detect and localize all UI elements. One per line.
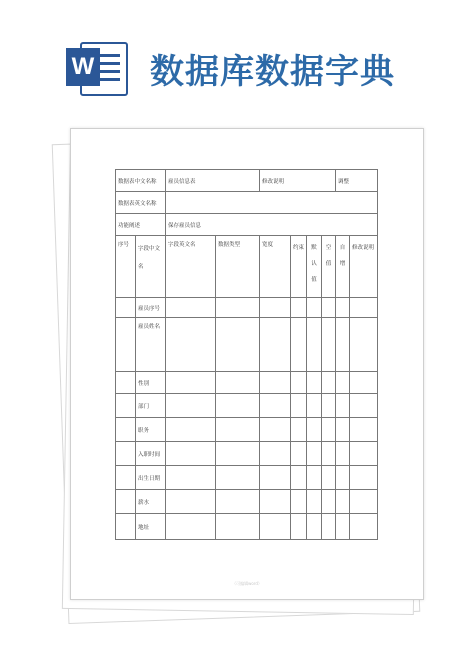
header-auto-inc: 自增: [336, 236, 350, 298]
label-modify-note: 修改说明: [260, 170, 336, 192]
header-data-type: 数据类型: [216, 236, 260, 298]
table-row: [116, 514, 378, 540]
table-row-en-name: [116, 192, 378, 214]
label-function: 功能阐述: [116, 214, 166, 236]
cell-seq: [116, 394, 136, 418]
document-page: [70, 128, 424, 600]
page-title: 数据库数据字典: [150, 52, 395, 92]
table-row: [116, 394, 378, 418]
header-default: 默认值: [307, 236, 322, 298]
cell-cn-name: 出生日期: [136, 466, 166, 490]
header-width: 宽度: [260, 236, 291, 298]
cell-cn-name: 雇员序号: [136, 298, 166, 318]
data-dictionary-table: [115, 169, 378, 540]
table-row: [116, 372, 378, 394]
cell-seq: [116, 466, 136, 490]
header-nullable: 空值: [322, 236, 336, 298]
table-row: [116, 298, 378, 318]
cell-cn-name: 薪水: [136, 490, 166, 514]
value-en-table-name: [166, 192, 378, 214]
label-cn-table-name: 数据表中文名称: [116, 170, 166, 192]
cell-cn-name: 地址: [136, 514, 166, 540]
cell-seq: [116, 298, 136, 318]
value-cn-table-name: 雇员信息表: [166, 170, 260, 192]
header-cn-name: 字段中文名: [136, 236, 166, 298]
table-row: [116, 318, 378, 372]
header-constraint: 约束: [291, 236, 307, 298]
table-row: [116, 418, 378, 442]
word-icon: [66, 40, 126, 94]
cell-cn-name: 部门: [136, 394, 166, 418]
header-banner: [0, 0, 474, 120]
cell-seq: [116, 442, 136, 466]
cell-seq: [116, 318, 136, 372]
header-seq: 序号: [116, 236, 136, 298]
cell-seq: [116, 418, 136, 442]
cell-seq: [116, 514, 136, 540]
table-header-row: [116, 236, 378, 298]
cell-cn-name: 入职时间: [136, 442, 166, 466]
cell-cn-name: 性别: [136, 372, 166, 394]
cell-seq: [116, 490, 136, 514]
header-modify-note: 修改说明: [350, 236, 378, 298]
table-row-cn-name: [116, 170, 378, 192]
label-adjust: 调整: [336, 170, 378, 192]
cell-seq: [116, 372, 136, 394]
table-row: [116, 490, 378, 514]
table-row: [116, 466, 378, 490]
cell-cn-name: 雇员姓名: [136, 318, 166, 372]
cell-cn-name: 职务: [136, 418, 166, 442]
word-letter-badge: W: [66, 48, 100, 86]
value-function: 保存雇员信息: [166, 214, 378, 236]
header-en-name: 字段英文名: [166, 236, 216, 298]
table-row-function: [116, 214, 378, 236]
page-footer-note: （可编辑word）: [232, 581, 262, 586]
label-en-table-name: 数据表英文名称: [116, 192, 166, 214]
table-row: [116, 442, 378, 466]
